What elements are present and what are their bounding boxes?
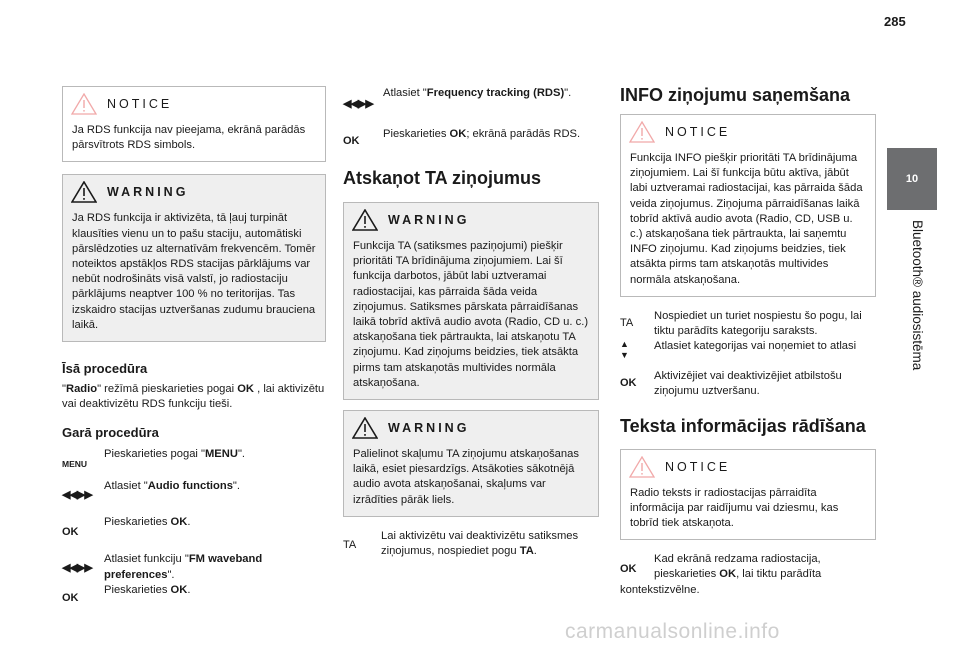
warning-title: WARNING (388, 213, 470, 227)
right-column (620, 84, 876, 598)
notice-box-info (620, 114, 876, 297)
warning-triangle-icon (352, 209, 378, 231)
step-ok: OK Pieskarieties OK. (62, 516, 191, 539)
step-audio-functions: ◀◀▶▶ Atlasiet "Audio functions". (62, 480, 241, 502)
warning-title: WARNING (107, 185, 189, 200)
notice-title: NOTICE (107, 97, 173, 111)
step-ta-hold: TA Nospiediet un turiet nospiestu šo pogu, lai tiktu parādīts kategoriju saraksts. (620, 309, 876, 339)
step-ok-rds: OK Pieskarieties OK; ekrānā parādās RDS. (343, 128, 581, 147)
ta-heading: Atskaņot TA ziņojumus (343, 168, 541, 188)
menu-button-icon: MENU (62, 459, 88, 470)
notice-title: NOTICE (665, 125, 731, 139)
notice-triangle-icon (629, 456, 655, 478)
notice-text: Funkcija INFO piešķir prioritāti TA brīdinājuma ziņojumiem. Lai šī funkcija būtu aktīva, jābūt labi uztveramai radiostacijai, kas pārraida šāda veida ziņojumus. Ziņojuma pārraidīšanas laikā tobrīd aktīvā audio avota (Radio, CD, USB u. c.) atskaņošana tiek pārtraukta, lai saņemtu INFO ziņojumu. Kad ziņojums beidzies, tiek atsākta pirms tam atskaņotās multivides normāla atskaņošana. (630, 152, 863, 286)
notice-text: Radio teksts ir radiostacijas pārraidīta informācija par raidījumu vai dziesmu, kas tobrīd tiek atskaņota. (630, 486, 839, 530)
ok-button-icon: OK (620, 377, 637, 390)
notice-title: NOTICE (665, 459, 731, 474)
ok-button-icon: OK (62, 591, 79, 604)
info-heading: INFO ziņojumu saņemšana (620, 85, 851, 105)
ok-button-icon: OK (62, 526, 79, 539)
notice-box-radiotext (620, 449, 876, 541)
page-number: 285 (884, 14, 906, 29)
warning-text: Ja RDS funkcija ir aktivizēta, tā ļauj turpināt klausīties vienu un to pašu staciju, automātiski pārslēdzoties uz alternatīvām frekvencēm. Tomēr noteiktos apstākļos RDS stacijas pārklājums var nebūt nodrošināts visā valstī, jo radiostaciju pārklājums neaptver 100 % no teritorijas. Tas izskaidro stacijas uztveršanas zudumu brauciena laikā. (72, 212, 316, 331)
chapter-side-title (907, 220, 927, 400)
step-menu: MENU Pieskarieties pogai "MENU". (62, 448, 246, 470)
ok-button-icon: OK (620, 563, 637, 576)
step-ok-2: OK Pieskarieties OK. (62, 583, 191, 604)
notice-text: Ja RDS funkcija nav pieejama, ekrānā parādās pārsvītrots RDS simbols. (72, 124, 306, 152)
middle-column (343, 86, 599, 559)
watermark: carmanualsonline.info (565, 620, 780, 643)
chapter-tab: 10 (887, 148, 937, 210)
ok-button-icon: OK (343, 135, 360, 147)
chapter-title: Bluetooth® audiosistēma (910, 220, 925, 371)
warning-triangle-icon (352, 417, 378, 439)
warning-title: WARNING (388, 421, 470, 436)
warning-box-volume (343, 410, 599, 517)
left-right-arrows-icon: ◀◀▶▶ (62, 562, 92, 575)
step-select-categories: ▲ ▼ Atlasiet kategorijas vai noņemiet to atlasi (620, 339, 857, 361)
short-procedure-text: "Radio" režīmā pieskarieties pogai OK , lai aktivizētu vai deaktivizētu RDS funkciju tieši. (62, 383, 325, 411)
long-procedure-heading: Garā procedūra (62, 425, 159, 441)
step-context-menu: OK Kad ekrānā redzama radiostacija, pieskarieties OK, lai tiktu parādīta kontekstizvēlne. (620, 553, 822, 596)
step-activate: OK Aktivizējiet vai deaktivizējiet atbilstošu ziņojumu uztveršanu. (620, 369, 876, 399)
warning-box (62, 174, 326, 342)
warning-box-ta (343, 202, 599, 400)
step-ta: TA Lai aktivizētu vai deaktivizētu satiksmes ziņojumus, nospiediet pogu TA. (343, 529, 599, 559)
notice-triangle-icon (629, 121, 655, 143)
short-procedure-heading: Īsā procedūra (62, 361, 148, 377)
left-right-arrows-icon: ◀◀▶▶ (343, 98, 373, 110)
up-down-arrows-icon: ▲ ▼ (620, 339, 629, 361)
left-right-arrows-icon: ◀◀▶▶ (62, 489, 92, 502)
warning-text: Funkcija TA (satiksmes paziņojumi) piešķir prioritāti TA brīdinājuma ziņojumiem. Lai šī funkcija darbotos, jābūt labi uztveramai radiostacijai, kas pārraida šāda veida ziņojumus. Satiksmes pārskata pārraidīšanas laikā tobrīd aktīvā audio avota (Radio, CD u. c.) atskaņošana tiek pārtraukta, lai atskaņotu TA ziņojumu. Kad ziņojums beidzies, tiek atsākta pirms tam atskaņotās multivides normāla atskaņošana. (353, 240, 589, 389)
notice-box (62, 86, 326, 162)
warning-text: Palielinot skaļumu TA ziņojumu atskaņošanas laikā, esiet piesardzīgs. Atsākoties sākotnējā audio avota atskaņošanai, skaļums var izrādīties pārāk liels. (353, 448, 579, 506)
step-frequency-tracking: ◀◀▶▶ Atlasiet "Frequency tracking (RDS)". (343, 87, 572, 110)
ta-button-icon: TA (343, 538, 357, 551)
text-info-heading: Teksta informācijas rādīšana (620, 415, 866, 436)
warning-triangle-icon (71, 181, 97, 203)
ta-button-icon: TA (620, 316, 634, 329)
left-column (62, 86, 326, 604)
step-fm-waveband: ◀◀▶▶ Atlasiet funkciju "FM waveband preferences". (62, 552, 326, 582)
notice-triangle-icon (71, 93, 97, 115)
